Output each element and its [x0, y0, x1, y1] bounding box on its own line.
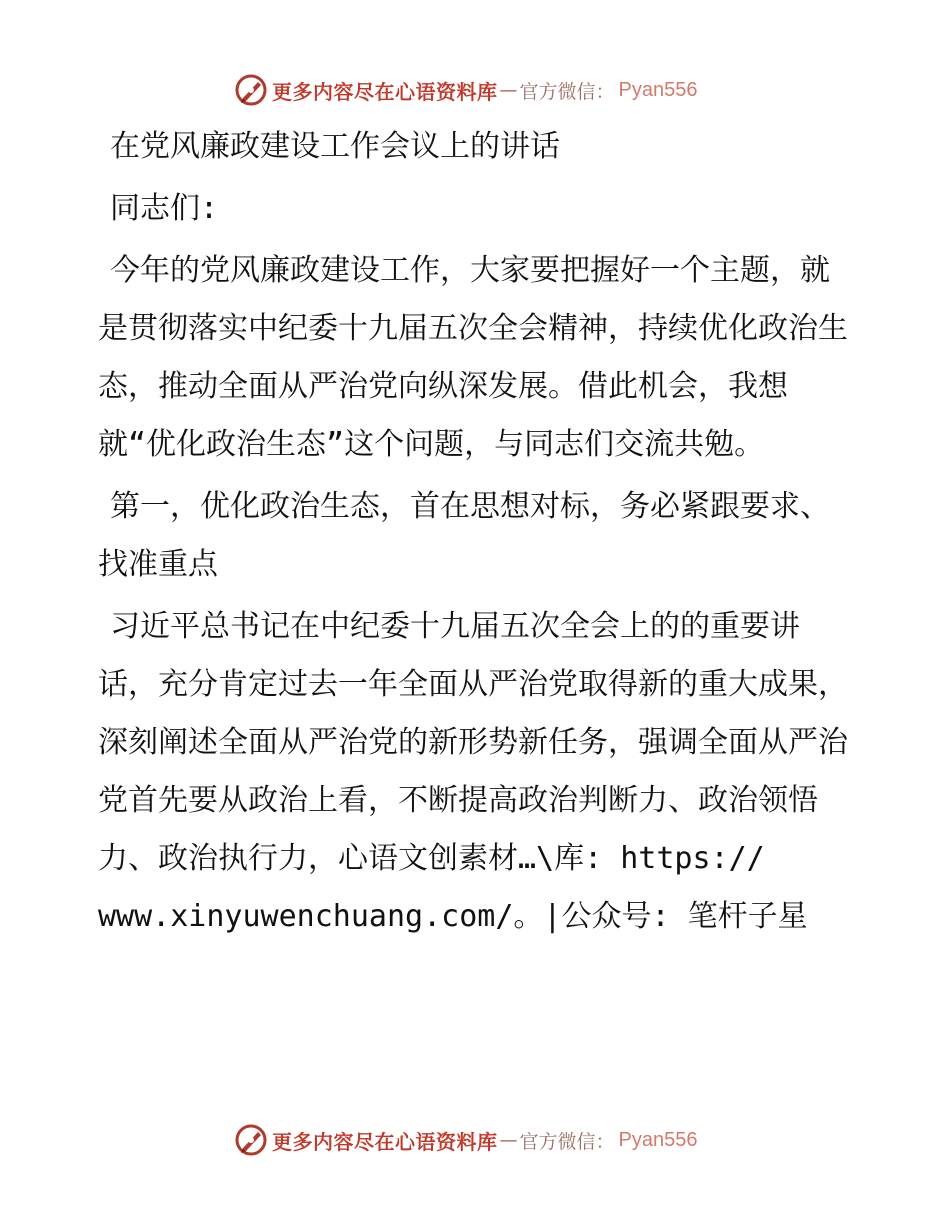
- banner-wechat-id: Pyan556: [618, 78, 698, 101]
- banner-subtitle: 官方微信：: [519, 80, 615, 103]
- paragraph-2: 习近平总书记在中纪委十九届五次全会上的的重要讲话，充分肯定过去一年全面从严治党取得新的重大成果，深刻阐述全面从严治党的新形势新任务，强调全面从严治党首先要从政治上看，不断提高政治判断力、政治领悟力、政治执行力，心语文创素材…\库: https://: [98, 609, 848, 876]
- banner-separator: —: [499, 79, 518, 101]
- header-banner: [234, 70, 697, 110]
- pen-logo-icon: [234, 1123, 268, 1157]
- banner-title: 更多内容尽在心语资料库: [272, 1129, 498, 1154]
- banner-subtitle: 官方微信：: [519, 1130, 615, 1153]
- document-title: 在党风廉政建设工作会议上的讲话: [110, 129, 560, 164]
- banner-title: 更多内容尽在心语资料库: [272, 79, 498, 104]
- pen-logo-icon: [234, 73, 268, 107]
- salutation: 同志们:: [110, 191, 219, 226]
- footer-banner: [234, 1120, 697, 1160]
- paragraph-1: 今年的党风廉政建设工作，大家要把握好一个主题，就是贯彻落实中纪委十九届五次全会精神，持续优化政治生态，推动全面从严治党向纵深发展。借此机会，我想就“优化政治生态”这个问题，与同志们交流共勉。: [98, 253, 848, 462]
- paragraph-2-tail: www.xinyuwenchuang.com/。|公众号: 笔杆子星: [98, 899, 808, 934]
- document-body: [98, 118, 858, 946]
- section-heading-1: 第一，优化政治生态，首在思想对标，务必紧跟要求、找准重点: [98, 489, 830, 582]
- banner-wechat-id: Pyan556: [618, 1128, 698, 1151]
- banner-separator: —: [499, 1129, 518, 1151]
